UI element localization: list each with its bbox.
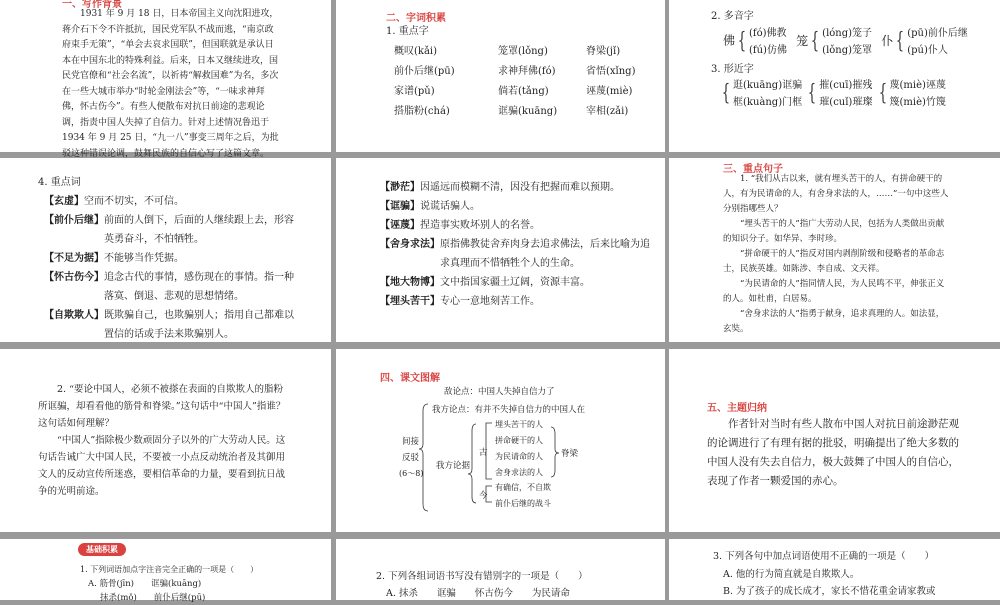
term-key: 【埋头苦干】 xyxy=(380,296,440,307)
subheading: 4. 重点词 xyxy=(38,177,81,188)
term-def: 追念古代的事情，感伤现在的事情。指一种落寞、倒退、悲观的思想情绪。 xyxy=(104,272,294,302)
term-def: 文中指国家疆土辽阔，资源丰富。 xyxy=(440,277,590,288)
enemy-argument: 敌论点：中国人失掉自信力了 xyxy=(444,387,555,397)
card-exercise-three xyxy=(669,539,1000,600)
brace-icon: { xyxy=(808,81,817,106)
char-item: 概叹(kǎi) xyxy=(394,46,438,57)
term-key: 【诬蔑】 xyxy=(380,220,420,231)
option-b: B. 为了孩子的成长成才，家长不惜花重金请家教或 xyxy=(723,586,936,597)
term-key: 【不足为据】 xyxy=(44,253,104,264)
term-item xyxy=(380,235,652,273)
card-key-words xyxy=(0,158,331,342)
sentence-analysis xyxy=(38,381,286,500)
card-text-diagram xyxy=(336,349,665,532)
term-def: 不能够当作凭据。 xyxy=(104,253,184,264)
term-def: 因遥远而模糊不清，因没有把握而难以预期。 xyxy=(420,182,620,193)
term-def: 专心一意地刻苦工作。 xyxy=(440,296,540,307)
card-writing-background xyxy=(0,0,331,159)
question-3: 3. 下列各句中加点词语使用不正确的一项是（ ） xyxy=(713,551,935,562)
answer-text: “埋头苦干的人”指广大劳动人民，包括为人类做出贡献的知识分子。如华异、李时珍。 xyxy=(723,219,945,244)
char-item: 前仆后继(pū) xyxy=(394,66,455,77)
card-theme-summary xyxy=(669,349,1000,532)
refute-label: (6～8) xyxy=(399,469,424,478)
option-a: A. 筋骨(jīn) 诓骗(kuāng) xyxy=(88,579,202,589)
card-key-words-continued xyxy=(336,158,665,342)
char-item: 求神拜佛(fó) xyxy=(498,66,556,77)
term-item xyxy=(44,211,296,249)
term-def: 既欺骗自己，也欺骗别人；指用自己都难以置信的话或手法来欺骗别人。 xyxy=(104,310,294,340)
term-item xyxy=(44,192,296,211)
reading: 蔑(miè)诬蔑 xyxy=(889,80,946,91)
char-item: 脊梁(jǐ) xyxy=(586,46,621,57)
term-item xyxy=(380,273,652,292)
term-key: 【诓骗】 xyxy=(380,201,420,212)
term-item xyxy=(380,292,652,311)
answer-text: “为民请命的人”指同情人民，为人民鸣不平，伸张正义的人。如杜甫，白居易。 xyxy=(723,279,945,304)
sentence-analysis xyxy=(723,172,949,337)
card-basic-exercise xyxy=(0,539,331,603)
option-a: A. 抹杀 诓骗 怀古伤今 为民请命 xyxy=(386,588,570,599)
term-key: 【怀古伤今】 xyxy=(44,272,104,283)
term-item xyxy=(44,249,296,268)
term-list xyxy=(380,178,652,311)
polyphone-row xyxy=(723,24,993,60)
question-text: 1. “我们从古以来，就有埋头苦干的人，有拼命硬干的人，有为民请命的人，有舍身求法的人，……”一句中这些人分别指哪些人？ xyxy=(723,174,949,214)
polyphone-char: 佛 xyxy=(723,33,736,48)
evidence-item: 为民请命的人 xyxy=(495,452,543,461)
similar-char-row xyxy=(719,76,999,112)
brace-icon: { xyxy=(810,29,820,54)
char-item: 倘若(tǎng) xyxy=(498,86,549,97)
card-exercise-two xyxy=(336,539,665,600)
question-1: 1. 下列词语加点字注音完全正确的一项是（ ） xyxy=(80,565,259,574)
our-argument: 我方论点：有并不失掉自信力的中国人在 xyxy=(432,405,586,415)
subheading: 2. 多音字 xyxy=(711,11,754,22)
evidence-item: 前仆后继的战斗 xyxy=(495,499,551,508)
polyphone-char: 笼 xyxy=(796,33,809,48)
char-item: 宰相(zǎi) xyxy=(586,106,629,117)
term-def: 空而不切实，不可信。 xyxy=(84,196,184,207)
card-key-sentences xyxy=(669,158,1000,342)
term-key: 【渺茫】 xyxy=(380,182,420,193)
option-a-cont: 抹杀(mǒ) 前仆后继(pū) xyxy=(100,593,206,603)
term-def: 原指佛教徒舍弃肉身去追求佛法，后来比喻为追求真理而不惜牺牲个人的生命。 xyxy=(440,239,650,269)
term-key: 【地大物博】 xyxy=(380,277,440,288)
evidence-item: 埋头苦干的人 xyxy=(495,420,543,429)
brace-icon: { xyxy=(737,29,747,54)
section-heading: 一、写作背景 xyxy=(62,0,122,10)
char-item: 省悟(xǐng) xyxy=(586,66,636,77)
card-word-accumulation xyxy=(336,0,665,152)
term-def: 捏造事实败坏别人的名誉。 xyxy=(420,220,540,231)
refute-label: 间接 xyxy=(402,437,420,447)
evidence-item: 舍身求法的人 xyxy=(495,468,543,477)
answer-text: “舍身求法的人”指勇于献身，追求真理的人。如法显，玄奘。 xyxy=(723,309,945,334)
reading: 框(kuàng)门框 xyxy=(733,97,803,108)
reading: (fó)佛教 xyxy=(749,28,787,39)
section-heading: 五、主题归纳 xyxy=(707,403,767,414)
reading: (lǒng)笼罩 xyxy=(822,45,873,56)
option-a: A. 他的行为简直就是自欺欺人。 xyxy=(723,569,860,580)
section-heading: 四、课文图解 xyxy=(380,373,440,384)
reading: 逛(kuāng)诓骗 xyxy=(733,80,803,91)
brace-icon: { xyxy=(896,29,905,54)
term-item xyxy=(44,306,296,344)
char-item: 诓骗(kuāng) xyxy=(498,106,558,117)
section-heading: 三、重点句子 xyxy=(723,164,783,175)
term-def: 说谎话骗人。 xyxy=(420,201,480,212)
our-evidence-label: 我方论据 xyxy=(436,461,471,471)
question-2: 2. 下列各组词语书写没有错别字的一项是（ ） xyxy=(376,571,588,582)
refute-label: 反驳 xyxy=(402,453,420,463)
evidence-item: 拼命硬干的人 xyxy=(495,436,543,445)
subheading: 3. 形近字 xyxy=(711,64,754,75)
polyphone-char: 仆 xyxy=(881,33,894,48)
reading: (lóng)笼子 xyxy=(822,28,873,39)
card-polyphones xyxy=(669,0,1000,152)
basic-badge: 基础积累 xyxy=(78,543,126,556)
brace-icon: { xyxy=(878,81,887,106)
term-item xyxy=(380,197,652,216)
ancient-label: 古 xyxy=(479,448,488,458)
present-label: 今 xyxy=(479,491,488,501)
evidence-item: 有确信，不自欺 xyxy=(495,483,551,492)
question-text: 2. “要论中国人，必须不被搽在表面的自欺欺人的脂粉所诓骗，却看看他的筋骨和脊梁。”这句话中“中国人”指谁？这句话如何理解？ xyxy=(38,384,286,429)
term-def: 前面的人倒下，后面的人继续跟上去，形容英勇奋斗，不怕牺牲。 xyxy=(104,215,294,245)
theme-text: 作者针对当时有些人散布中国人对抗日前途渺茫观的论调进行了有理有据的批驳，明确提出了绝大多数的中国人没有失去自信力，极大鼓舞了中国人的自信心，表现了作者一颗爱国的赤心。 xyxy=(707,418,959,487)
section-heading: 二、字词积累 xyxy=(386,13,446,24)
reading: (fú)仿佛 xyxy=(749,45,787,56)
term-list xyxy=(44,192,296,344)
reading: (pú)仆人 xyxy=(907,45,948,56)
reading: 璀(cuǐ)璀璨 xyxy=(819,97,873,108)
term-key: 【前仆后继】 xyxy=(44,215,104,226)
term-item xyxy=(380,216,652,235)
reading: 摧(cuī)摧残 xyxy=(819,80,873,91)
brace-icon: { xyxy=(721,81,731,106)
answer-text: “拼命硬干的人”指反对国内剥削阶级和侵略者的革命志士，民族英雄。如陈涉、李自成、文天祥。 xyxy=(723,249,945,274)
term-item xyxy=(44,268,296,306)
argument-diagram xyxy=(336,349,665,532)
char-item: 笼罩(lǒng) xyxy=(498,46,548,57)
reading: (pū)前仆后继 xyxy=(907,28,968,39)
subheading: 1. 重点字 xyxy=(386,26,429,37)
answer-text: “中国人”指除极少数顽固分子以外的广大劳动人民。这句话告诫广大中国人民，不要被一小点反动统治者及其御用文人的反动宣传所迷惑，要相信革命的力量，要看到抗日战争的光明前途。 xyxy=(38,435,286,497)
char-item: 搭脂粉(chá) xyxy=(394,106,450,117)
char-item: 家谱(pǔ) xyxy=(394,86,435,97)
term-item xyxy=(380,178,652,197)
term-key: 【自欺欺人】 xyxy=(44,310,104,321)
card-sentence-two xyxy=(0,349,331,532)
term-key: 【舍身求法】 xyxy=(380,239,440,250)
spine-label: 脊梁 xyxy=(561,449,579,459)
background-text: 1931 年 9 月 18 日，日本帝国主义向沈阳进攻，蒋介石下令不许抵抗，国民党军队不战而逃，“南京政府束手无策”，“单会去哀求国联”，但国联就是承认日本在中国东北的特殊利益。后来，日本又继续进攻，国民党官僚和“社会名流”，以祈祷“解救国难”为名，多次在一些大城市举办“时轮金刚法会”等，“一味求神拜佛，怀古伤今”。有些人便散布对抗日前途的悲观论调，指责中国人失掉了自信力。针对上述情况鲁迅于1934 年 9 月 25 日，“九一八”事变三周年之后，为批驳这种错误论调，鼓舞民族的自信心写了这篇文章。 xyxy=(62,9,279,159)
char-item: 诬蔑(miè) xyxy=(586,86,633,97)
term-key: 【玄虚】 xyxy=(44,196,84,207)
key-characters xyxy=(394,42,666,121)
reading: 篾(miè)竹篾 xyxy=(889,97,946,108)
